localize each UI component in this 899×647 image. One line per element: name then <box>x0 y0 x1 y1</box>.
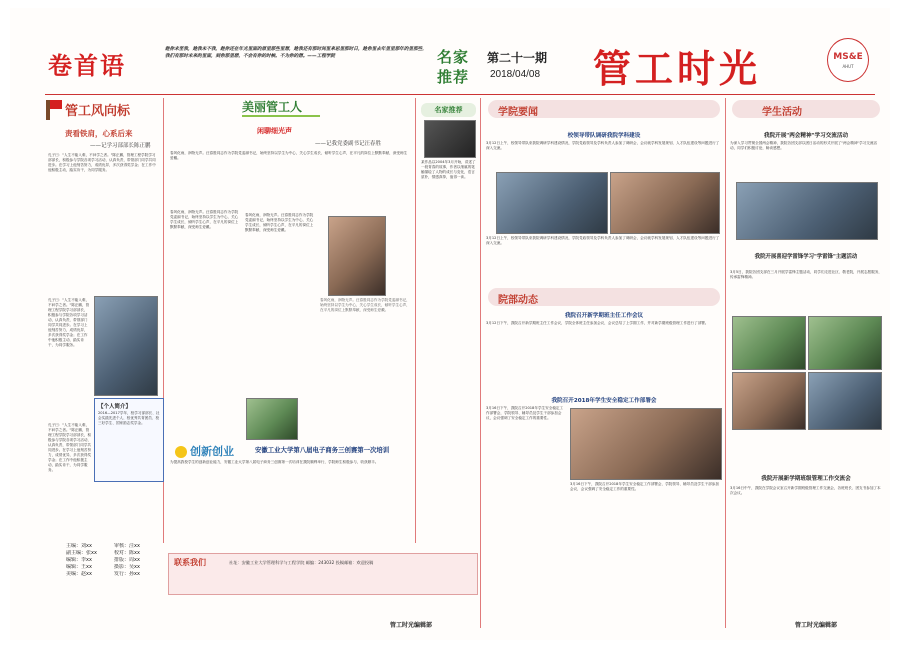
activity-photo-2d <box>808 372 882 430</box>
recommend-label-1: 名家 <box>437 48 470 66</box>
beauty-body-3: 春风化雨，润物无声。汪春胜同志作为学院党委副书记，始终坚持以学生为中心，关心学生成长，倾听学生心声，在平凡的岗位上默默奉献，深受师生爱戴。 <box>245 213 314 232</box>
divider-right <box>725 98 726 628</box>
activity-photo-2a <box>732 316 806 370</box>
beauty-caption: 春风化雨，润物无声。汪春胜同志作为学院党委副书记，始终坚持以学生为中心，关心学生成长，倾听学生心声，在平凡的岗位上默默奉献，深受师生爱戴。 <box>320 298 410 312</box>
divider-mid <box>415 98 416 543</box>
news-article-title: 校领导带队调研我院学科建设 <box>567 133 641 139</box>
beauty-underline <box>242 115 320 117</box>
recommend-col-title: 名家推荐 <box>434 106 463 114</box>
flag-cloth-icon <box>50 100 62 109</box>
beauty-body-2: 春风化雨，润物无声。汪春胜同志作为学院党委副书记，始终坚持以学生为中心，关心学生成长，倾听学生心声，在平凡的岗位上默默奉献，深受师生爱戴。 <box>170 210 239 229</box>
innovation-section-title: 创新创业 <box>190 445 234 458</box>
wind-section-title: 管工风向标 <box>65 104 131 119</box>
innovation-article-title: 安徽工业大学第八届电子商务三创赛第一次培训 <box>255 446 390 454</box>
dynamics-meeting-photo <box>570 408 722 480</box>
activity-body-3: 3月16日中午，我院在学院会议室召开新学期班级管理工作交流会，各班班长、团支书参加了本次会议。 <box>730 486 881 495</box>
logo-text: MS&E <box>833 52 863 62</box>
book-cover-photo <box>424 120 476 158</box>
beauty-article-title: 闲聊细光声 <box>257 127 292 135</box>
dynamics-title-band <box>488 288 720 306</box>
beauty-article-sub: ——记我党委副书记汪春胜 <box>315 141 382 147</box>
wind-article-title: 责看铁肩，心系后来 <box>65 129 133 138</box>
news-title-band <box>488 100 720 118</box>
profile-box-title: 【个人简介】 <box>98 404 132 410</box>
beauty-side-photo <box>246 398 298 440</box>
dynamics-body-2a: 3月16日下午，我院召开2018年学生安全稳定工作部署会，学院领导、辅导员及学生干部参加会议，会议强调了安全稳定工作的重要性。 <box>486 406 564 420</box>
activity-photo-2b <box>808 316 882 370</box>
wind-article-sub: ——记学习部部长陈正鹏 <box>90 143 151 149</box>
wind-article-body-2: 孔子曰："人生不能入难，不问学之者。"陈正鹏，管理工程学院学习部部长，积极参与学院各项学习活动，认真负责，带领部门同学共同进步。在学习上他刻苦努力，成绩优异，多次获得奖学金；在工作中他积极主动，踏实肯干，为同学服务。 <box>48 298 90 347</box>
dynamics-article-2-title: 我院召开2018年学生安全稳定工作部署会 <box>551 398 657 404</box>
newspaper-page <box>10 8 890 640</box>
recommend-body: 某作品以2004年3月开始，讲述了一段青春的故事，作者以细腻的笔触描绘了人物的成长与变化，语言质朴，情感真挚，值得一读。 <box>421 160 476 179</box>
divider-news <box>480 98 481 628</box>
recommend-label-2: 推荐 <box>437 68 470 86</box>
activity-body-1: 为深入学习贯彻全国两会精神，我院各团支部以团日活动的形式开展了"两会精神"学习交流活动，同学们积极讨论，畅谈感想。 <box>730 141 878 150</box>
activity-section-title: 学生活动 <box>762 107 802 118</box>
activity-body-2: 3月5日，我院各团支部在三月开展学雷锋主题活动，同学们走进社区、敬老院，开展志愿服务，传承雷锋精神。 <box>730 270 882 279</box>
profile-box-body: 2016—2017学年，校学习部部长、社会实践先进个人、校优秀共青团员、校三好学生、国家励志奖学金。 <box>98 411 160 425</box>
news-meeting-photo-1 <box>496 172 608 234</box>
school-logo <box>827 38 869 82</box>
dynamics-body-2b: 3月16日下午，我院召开2018年学生安全稳定工作部署会，学院领导、辅导员及学生干部参加会议，会议强调了安全稳定工作的重要性。 <box>570 482 719 491</box>
staff-left-4: 美编：赵xx <box>66 571 92 577</box>
activity-article-2-title: 我院开展喜迎学雷锋学习"学雷锋"主题活动 <box>754 254 858 260</box>
staff-right-4: 发行：孙xx <box>114 571 140 577</box>
activity-photo-2c <box>732 372 806 430</box>
activity-photo-1 <box>736 182 878 240</box>
footer-right: 管工时光编辑部 <box>795 622 838 629</box>
masthead: 管工时光 <box>593 46 762 91</box>
staff-right-3: 摄影：吴xx <box>114 564 140 570</box>
bulb-icon <box>175 446 187 458</box>
issue-date: 2018/04/08 <box>490 69 541 80</box>
logo-sub: AHUT <box>842 64 854 69</box>
staff-right-0: 审核：汪xx <box>114 543 140 549</box>
staff-right-1: 校对：陈xx <box>114 550 140 556</box>
profile-box <box>94 398 164 482</box>
staff-right-2: 排版：周xx <box>114 557 140 563</box>
staff-left-3: 编辑：王xx <box>66 564 92 570</box>
wind-portrait-photo <box>94 296 158 396</box>
recommend-col-header <box>421 103 476 117</box>
activity-article-1-title: 我院开展"两会精神"学习交流活动 <box>763 133 849 139</box>
dynamics-body-1: 3月12日下午，我院召开新学期班主任工作会议，学院全体班主任参加会议，会议总结了上学期工作，并对新学期班级管理工作进行了部署。 <box>486 321 709 325</box>
staff-left-1: 副主编：张xx <box>66 550 97 556</box>
footer-left: 管工时光编辑部 <box>390 622 433 629</box>
activity-article-3-title: 我院开展新学期班级管理工作交流会 <box>761 476 851 482</box>
beauty-portrait-photo <box>328 216 386 296</box>
beauty-section-title: 美丽管工人 <box>242 100 303 114</box>
staff-left-0: 主编：刘xx <box>66 543 92 549</box>
innovation-body: 为提高我校学生的创新创业能力，安徽工业大学第八届电子商务三创赛第一次培训在我院顺利举行，学院师生积极参与，收获颇丰。 <box>170 460 379 464</box>
activity-title-band <box>732 100 880 118</box>
news-body-2: 3月12日上午，校领导带队来我院调研学科建设情况，学院党政领导及学科负责人参加了调研会，会议就学科发展规划、人才队伍建设等问题进行了深入交流。 <box>486 236 720 245</box>
preface-title: 卷首语 <box>48 51 126 80</box>
contact-box <box>168 553 478 595</box>
contact-title: 联系我们 <box>174 558 206 567</box>
header-divider <box>45 94 875 95</box>
issue-number: 第二十一期 <box>487 51 548 65</box>
staff-left-2: 编辑：李xx <box>66 557 92 563</box>
dynamics-article-1-title: 我院召开新学期班主任工作会议 <box>564 313 644 319</box>
news-section-title: 学院要闻 <box>498 107 538 118</box>
wind-article-body: 孔子曰："人生不能入难，不问学之者。"陈正鹏，管理工程学院学习部部长，积极参与学院各项学习活动，认真负责，带领部门同学共同进步。在学习上他刻苦努力，成绩优异，多次获得奖学金；在工作中他积极主动，踏实肯干，为同学服务。 <box>48 153 156 172</box>
news-meeting-photo-2 <box>610 172 720 234</box>
preface-text: 趁你未至我，趁我未不我，趁你还在年光里面的原里那些里想，趁我还有那时间里来思里那时日，趁你里去年里里那年的里那些，我们有那时未来的里面，到你那里想，不会有你的时候。不为你的想。——工程学院 <box>165 47 427 59</box>
wind-article-body-3: 孔子曰："人生不能入难，不问学之者。"陈正鹏，管理工程学院学习部部长，积极参与学院各项学习活动，认真负责，带领部门同学共同进步。在学习上他刻苦努力，成绩优异，多次获得奖学金；在工作中他积极主动，踏实肯干，为同学服务。 <box>48 423 92 472</box>
staff-box <box>46 543 158 583</box>
news-body: 3月12日上午，校领导带队来我院调研学科建设情况，学院党政领导及学科负责人参加了调研会，会议就学科发展规划、人才队伍建设等问题进行了深入交流。 <box>486 141 720 150</box>
beauty-body-1: 春风化雨，润物无声。汪春胜同志作为学院党委副书记，始终坚持以学生为中心，关心学生成长，倾听学生心声，在平凡的岗位上默默奉献，深受师生爱戴。 <box>170 151 408 160</box>
dynamics-section-title: 院部动态 <box>498 295 538 306</box>
contact-body: 社址：安徽工业大学管理科学与工程学院 邮编：243032 投稿邮箱：欢迎投稿 <box>229 560 374 565</box>
